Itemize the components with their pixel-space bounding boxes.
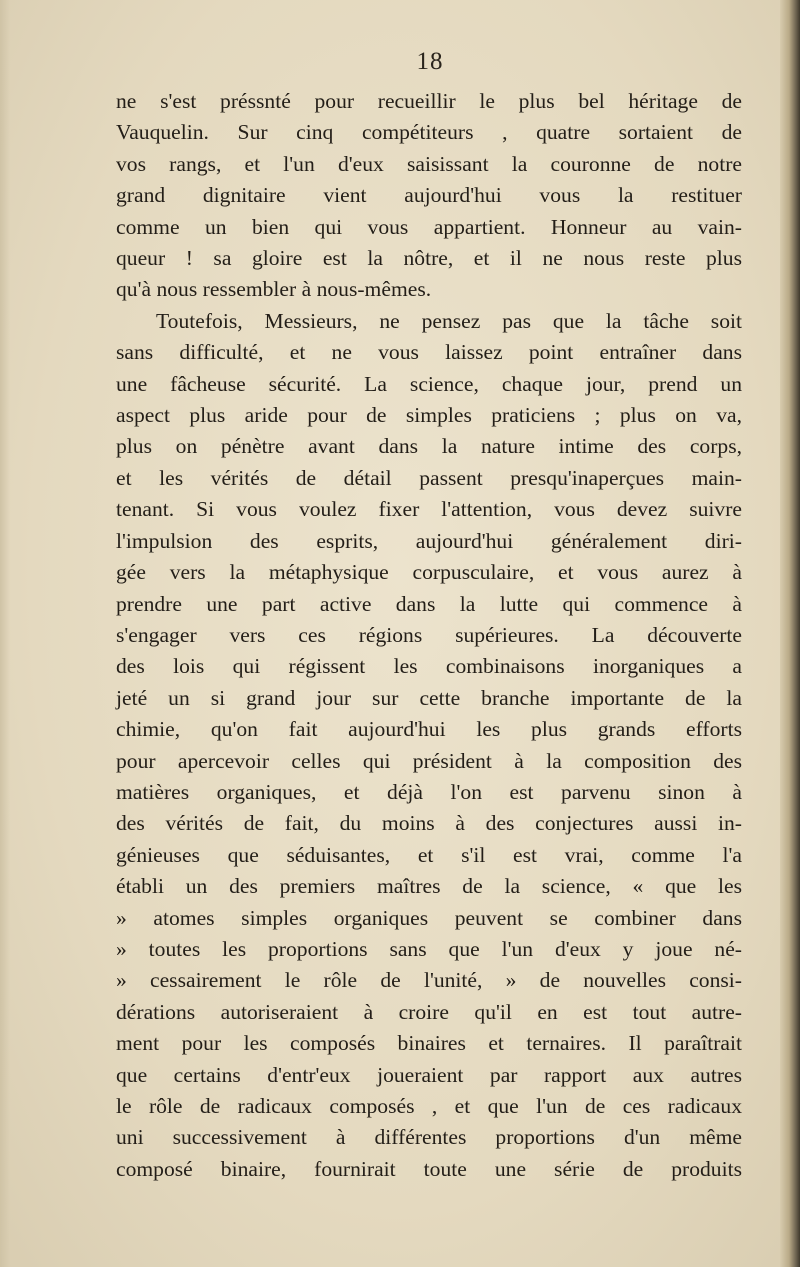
paragraph-start-line: Toutefois, Messieurs, ne pensez pas que la tâche soit: [156, 308, 742, 333]
text-line: plus on pénètre avant dans la nature intime des corps,: [116, 434, 742, 459]
text-line: le rôle de radicaux composés , et que l'un de ces radicaux: [116, 1094, 742, 1118]
text-line: ne s'est préssnté pour recueillir le plus bel héritage de: [116, 89, 742, 113]
text-line: ment pour les composés binaires et ternaires. Il paraîtrait: [116, 1031, 742, 1056]
text-line: sans difficulté, et ne vous laissez point entraîner dans: [116, 340, 742, 365]
text-line: chimie, qu'on fait aujourd'hui les plus grands efforts: [116, 717, 742, 742]
paragraph-end-line: qu'à nous ressembler à nous-mêmes.: [116, 277, 432, 302]
text-line: des vérités de fait, du moins à des conjectures aussi in-: [116, 811, 742, 836]
text-line: prendre une part active dans la lutte qui commence à: [116, 591, 742, 616]
text-line: gée vers la métaphysique corpusculaire, et vous aurez à: [116, 560, 742, 585]
text-line: une fâcheuse sécurité. La science, chaque jour, prend un: [116, 371, 742, 396]
body-text: [116, 86, 742, 1185]
text-line: aspect plus aride pour de simples praticiens ; plus on va,: [116, 403, 742, 428]
page-number: 18: [416, 48, 444, 75]
text-line: queur ! sa gloire est la nôtre, et il ne nous reste plus: [116, 246, 742, 271]
text-line: grand dignitaire vient aujourd'hui vous la restituer: [116, 183, 742, 208]
text-line: matières organiques, et déjà l'on est parvenu sinon à: [116, 779, 742, 804]
book-spine-shadow: [780, 0, 800, 1267]
text-line: uni successivement à différentes proportions d'un même: [116, 1125, 742, 1150]
text-line: que certains d'entr'eux joueraient par rapport aux autres: [116, 1062, 742, 1087]
text-line: l'impulsion des esprits, aujourd'hui généralement diri-: [116, 528, 742, 553]
quotation-line: » cessairement le rôle de l'unité, » de nouvelles consi-: [116, 968, 742, 993]
text-line: tenant. Si vous voulez fixer l'attention, vous devez suivre: [116, 497, 742, 522]
text-line: Vauquelin. Sur cinq compétiteurs , quatre sortaient de: [116, 120, 742, 145]
text-line: et les vérités de détail passent presqu'inaperçues main-: [116, 465, 742, 490]
text-line: composé binaire, fournirait toute une série de produits: [116, 1156, 742, 1181]
text-line: dérations autoriseraient à croire qu'il en est tout autre-: [116, 999, 742, 1024]
page-left-edge: [0, 0, 10, 1267]
text-line: s'engager vers ces régions supérieures. La découverte: [116, 622, 742, 647]
text-line: établi un des premiers maîtres de la science, « que les: [116, 874, 742, 899]
text-line: des lois qui régissent les combinaisons inorganiques a: [116, 654, 742, 679]
text-line: jeté un si grand jour sur cette branche importante de la: [116, 685, 742, 710]
quotation-line: » atomes simples organiques peuvent se combiner dans: [116, 905, 742, 930]
text-line: pour apercevoir celles qui président à la composition des: [116, 748, 742, 773]
text-line: génieuses que séduisantes, et s'il est vrai, comme l'a: [116, 842, 742, 867]
quotation-line: » toutes les proportions sans que l'un d'eux y joue né-: [116, 936, 742, 961]
text-line: comme un bien qui vous appartient. Honneur au vain-: [116, 214, 742, 239]
text-line: vos rangs, et l'un d'eux saisissant la couronne de notre: [116, 151, 742, 176]
